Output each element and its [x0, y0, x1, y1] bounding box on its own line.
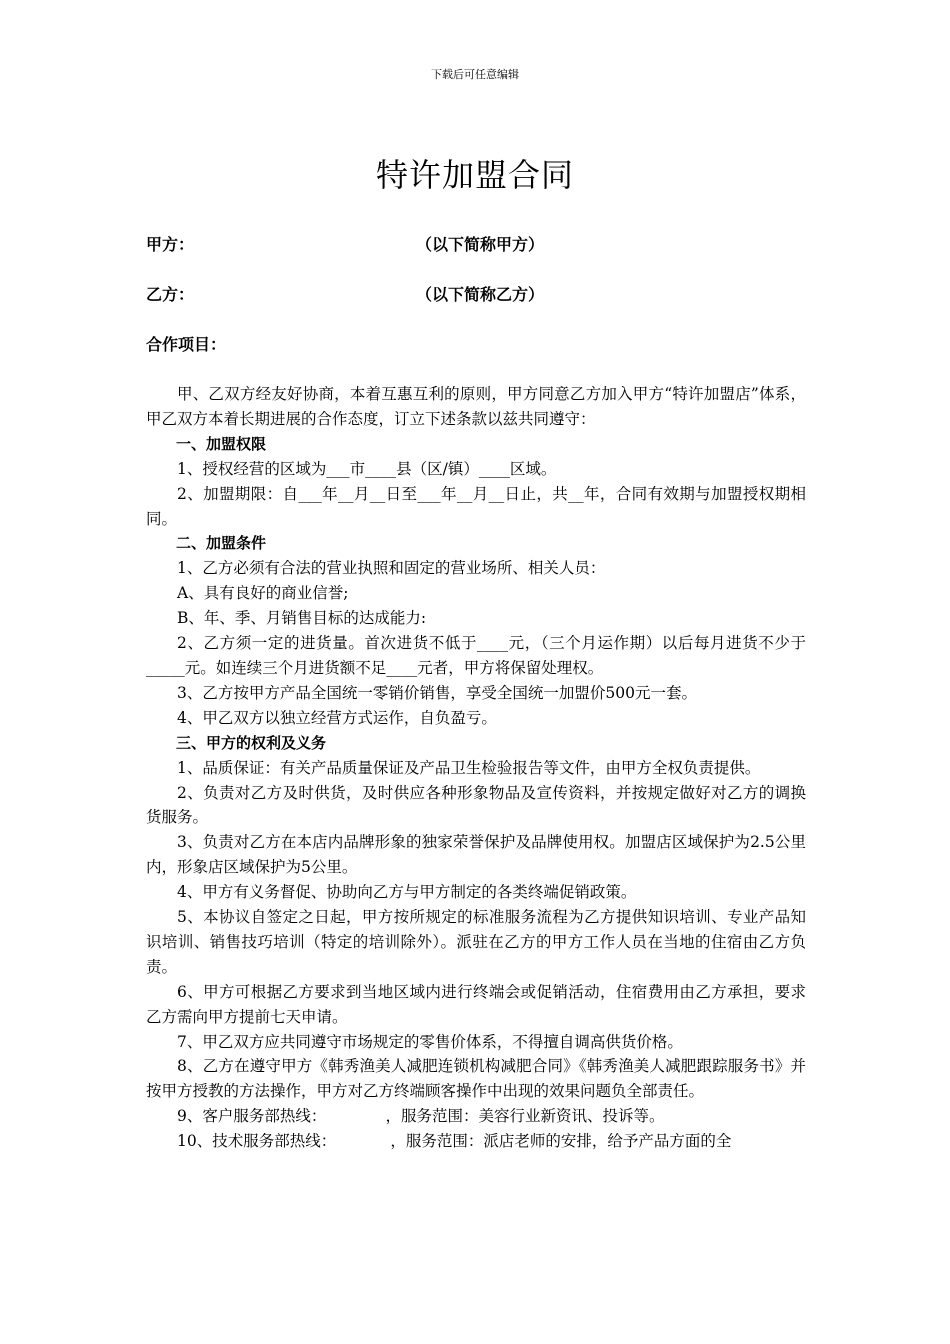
- clause: 2、加盟期限：自___年__月__日至___年__月__日止，共__年，合同有效期与加盟授权期相同。: [146, 484, 806, 528]
- clause: 10、技术服务部热线： ，服务范围：派店老师的安排，给予产品方面的全: [177, 1132, 732, 1151]
- party-a-line: [146, 233, 545, 257]
- clause: 1、乙方必须有合法的营业执照和固定的营业场所、相关人员：: [177, 559, 606, 578]
- clause: 5、本协议自签定之日起，甲方按所规定的标准服务流程为乙方提供知识培训、专业产品知识培训、销售技巧培训（特定的培训除外）。派驻在乙方的甲方工作人员在当地的住宿由乙方负责。: [146, 908, 806, 976]
- section-heading: 三、甲方的权利及义务: [176, 733, 327, 752]
- clause: 2、乙方须一定的进货量。首次进货不低于____元，（三个月运作期）以后每月进货不少于_____元。如连续三个月进货额不足____元者，甲方将保留处理权。: [146, 634, 806, 677]
- project-label: 合作项目：: [146, 335, 227, 354]
- clause: 2、负责对乙方及时供货，及时供应各种形象物品及宣传资料，并按规定做好对乙方的调换货服务。: [146, 783, 806, 827]
- clause: 1、授权经营的区域为___市____县（区/镇）____区域。: [177, 459, 557, 478]
- section-heading: 二、加盟条件: [176, 534, 267, 553]
- party-b-line: [146, 283, 545, 307]
- clause: 4、甲乙双方以独立经营方式运作，自负盈亏。: [177, 708, 497, 727]
- document-title: 特许加盟合同: [375, 156, 574, 194]
- clause: 4、甲方有义务督促、协助向乙方与甲方制定的各类终端促销政策。: [177, 883, 637, 902]
- contract-body: [146, 382, 806, 1154]
- party-a-note: （以下简称甲方）: [416, 235, 545, 254]
- clause: B、年、季、月销售目标的达成能力:: [177, 609, 427, 628]
- intro-paragraph: 甲、乙双方经友好协商，本着互惠互利的原则，甲方同意乙方加入甲方“特许加盟店”体系，甲乙双方本着长期进展的合作态度，订立下述条款以兹共同遵守：: [146, 385, 806, 428]
- party-b-note: （以下简称乙方）: [416, 285, 545, 304]
- section-heading: 一、加盟权限: [176, 434, 267, 453]
- clause: 1、品质保证：有关产品质量保证及产品卫生检验报告等文件，由甲方全权负责提供。: [177, 758, 761, 777]
- clause: 6、甲方可根据乙方要求到当地区域内进行终端会或促销活动，住宿费用由乙方承担，要求乙方需向甲方提前七天申请。: [146, 982, 806, 1026]
- clause: 3、负责对乙方在本店内品牌形象的独家荣誉保护及品牌使用权。加盟店区域保护为2.5公里内，形象店区域保护为5公里。: [146, 833, 806, 877]
- party-a-label: 甲方：: [146, 235, 195, 254]
- party-b-label: 乙方：: [146, 285, 195, 304]
- clause: 8、乙方在遵守甲方《韩秀渔美人减肥连锁机构减肥合同》《韩秀渔美人减肥跟踪服务书》并按甲方授教的方法操作，甲方对乙方终端顾客操作中出现的效果问题负全部责任。: [146, 1057, 806, 1101]
- clause: 7、甲乙双方应共同遵守市场规定的零售价体系，不得擅自调高供货价格。: [177, 1032, 683, 1051]
- clause: 9、客户服务部热线： ，服务范围：美容行业新资讯、投诉等。: [177, 1107, 665, 1126]
- clause: 3、乙方按甲方产品全国统一零销价销售，享受全国统一加盟价500元一套。: [177, 683, 697, 702]
- page-header: 下载后可任意编辑: [431, 68, 519, 81]
- clause: A、具有良好的商业信誉;: [177, 584, 349, 603]
